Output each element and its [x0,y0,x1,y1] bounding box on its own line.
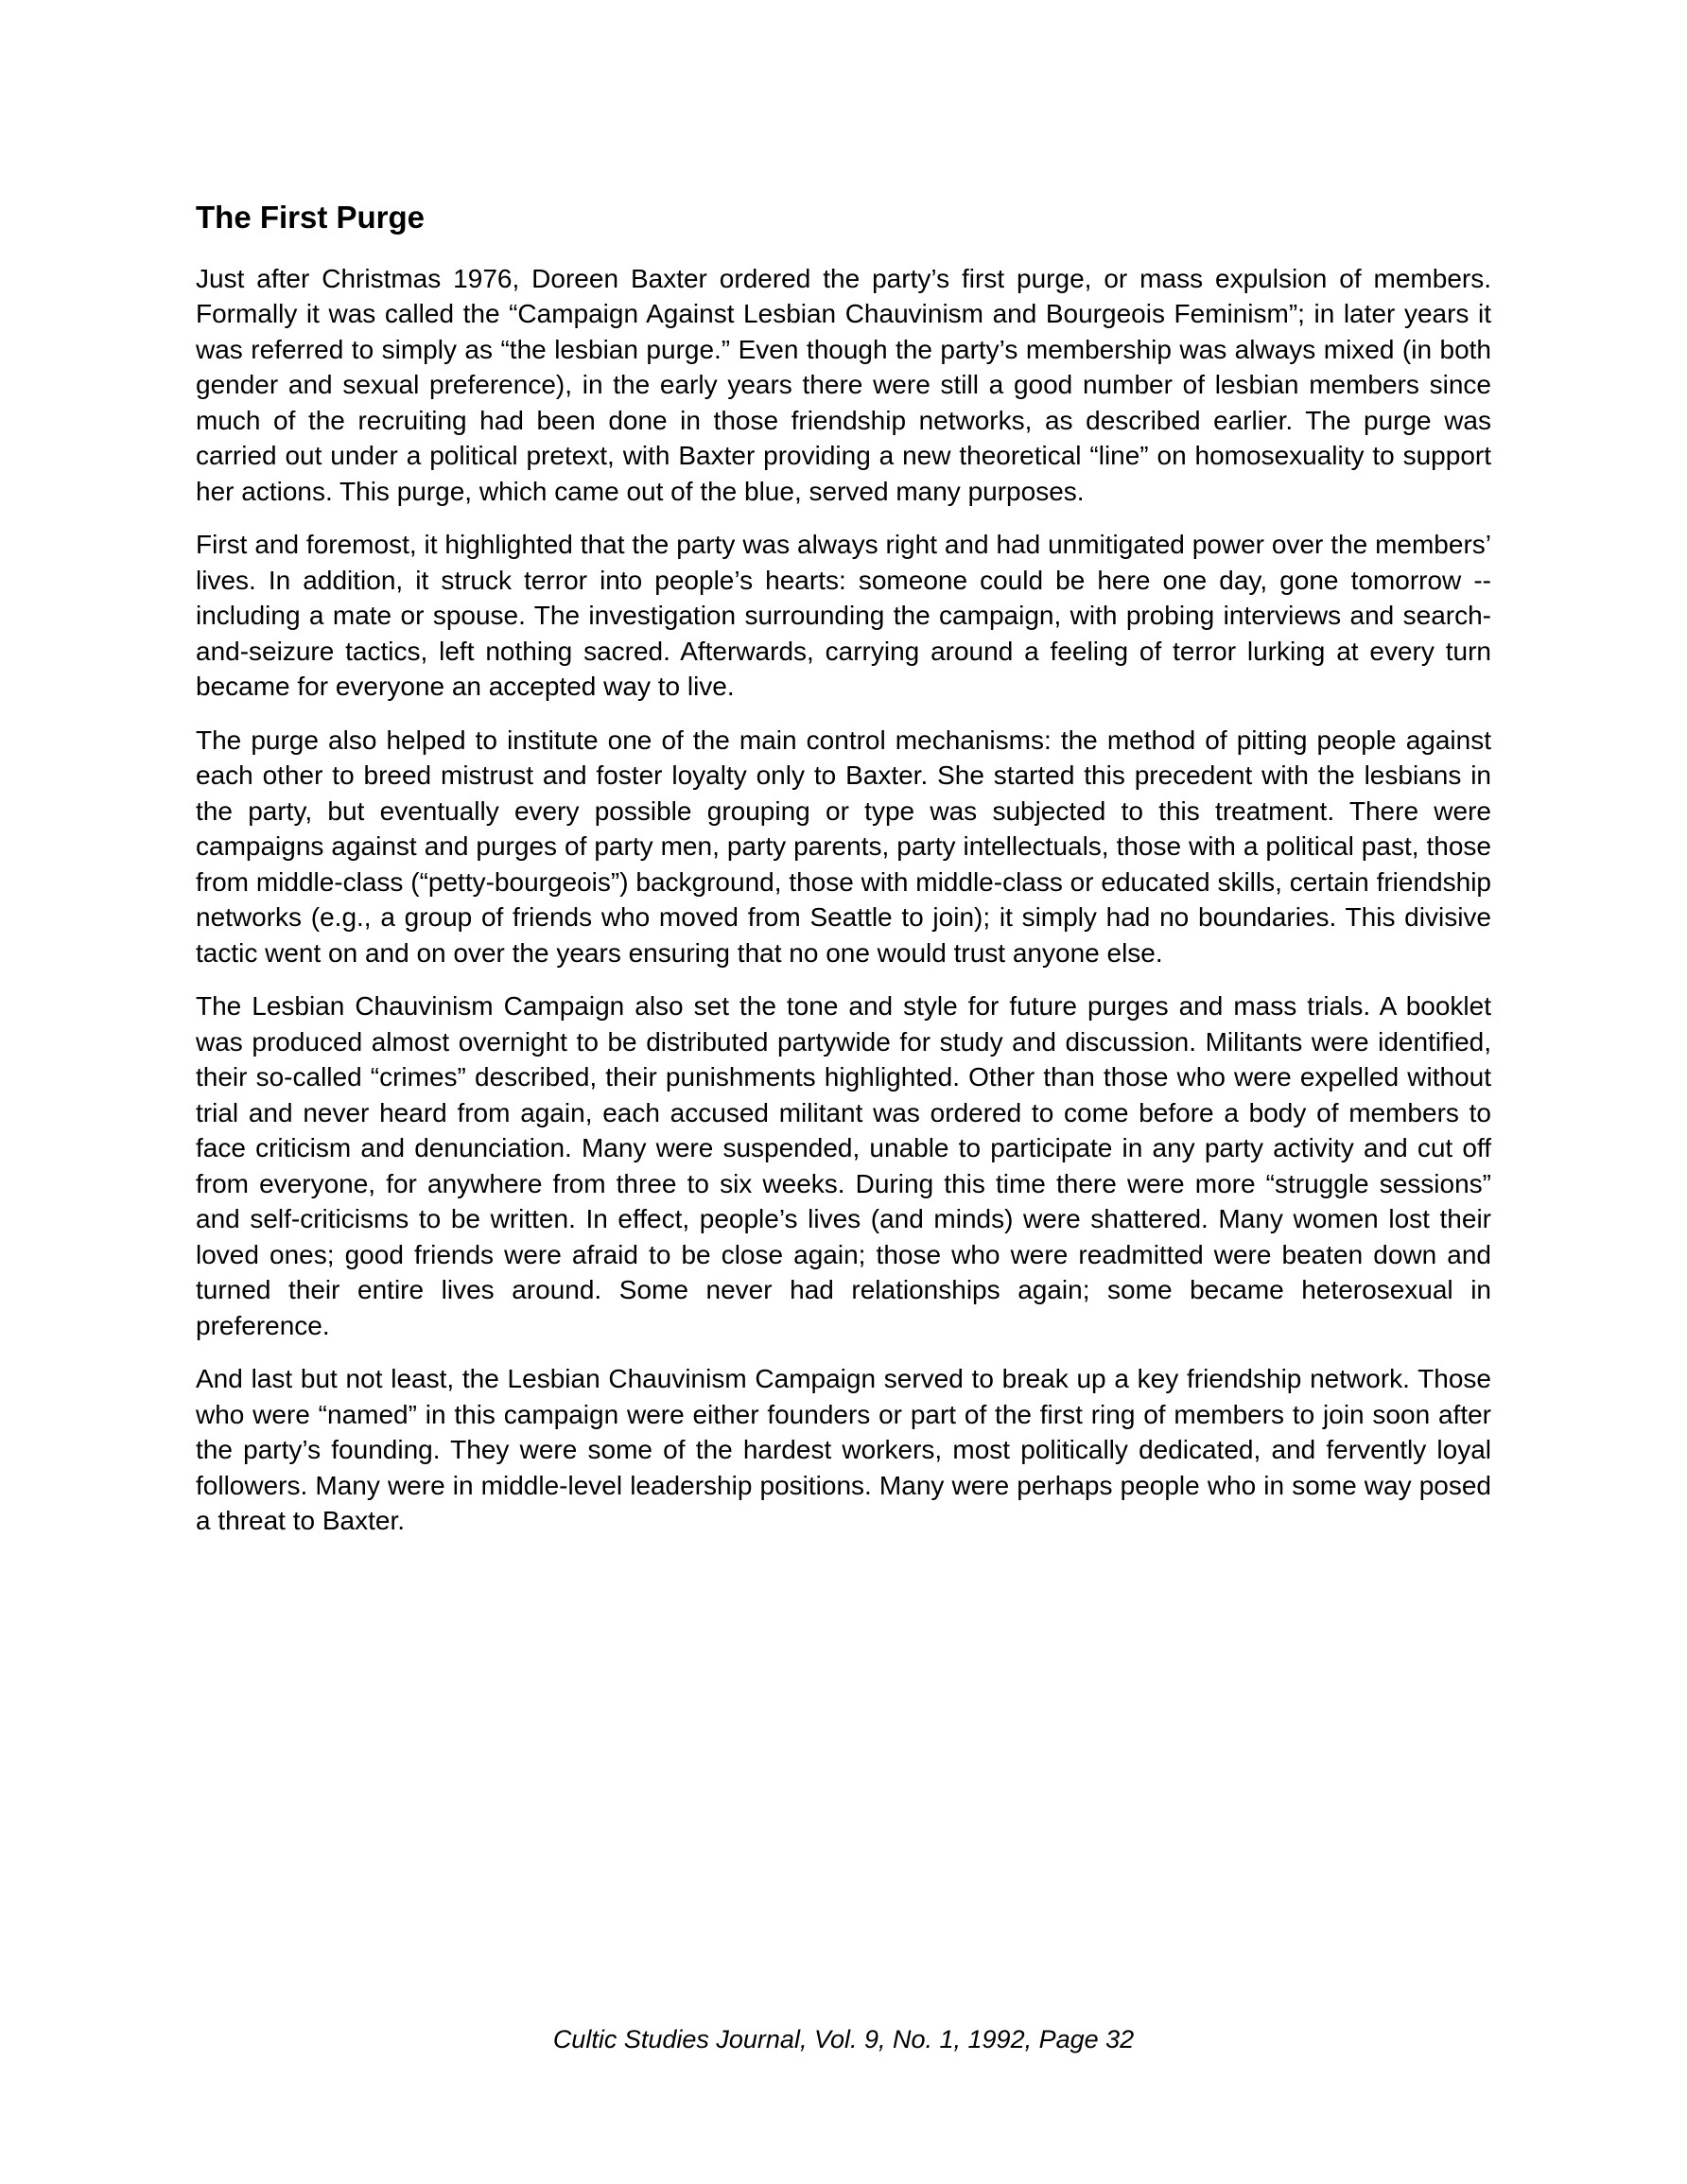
document-body [196,199,1491,1557]
paragraph: First and foremost, it highlighted that the party was always right and had unmitigated power over the members’ lives. In addition, it struck terror into people’s hearts: someone could be here one day, gone tomorrow -- including a mate or spouse. The investigation surrounding the campaign, with probing interviews and search-and-seizure tactics, left nothing sacred. Afterwards, carrying around a feeling of terror lurking at every turn became for everyone an accepted way to live. [196,530,1491,702]
page-footer: Cultic Studies Journal, Vol. 9, No. 1, 1992, Page 32 [552,2025,1135,2053]
page-title: The First Purge [196,200,426,235]
paragraph: The Lesbian Chauvinism Campaign also set the tone and style for future purges and mass trials. A booklet was produced almost overnight to be distributed partywide for study and discussion. Militants were identified, their so-called “crimes” described, their punishments highlighted. Other than those who were expelled without trial and never heard from again, each accused militant was ordered to come before a body of members to face criticism and denunciation. Many were suspended, unable to participate in any party activity and cut off from everyone, for anywhere from three to six weeks. During this time there were more “struggle sessions” and self-criticisms to be written. In effect, people’s lives (and minds) were shattered. Many women lost their loved ones; good friends were afraid to be close again; those who were readmitted were beaten down and turned their entire lives around. Some never had relationships again; some became heterosexual in preference. [196,991,1491,1340]
paragraph: The purge also helped to institute one of the main control mechanisms: the method of pitting people against each other to breed mistrust and foster loyalty only to Baxter. She started this precedent with the lesbians in the party, but eventually every possible grouping or type was subjected to this treatment. There were campaigns against and purges of party men, party parents, party intellectuals, those with a political past, those from middle-class (“petty-bourgeois”) background, those with middle-class or educated skills, certain friendship networks (e.g., a group of friends who moved from Seattle to join); it simply had no boundaries. This divisive tactic went on and on over the years ensuring that no one would trust anyone else. [196,725,1491,968]
paragraph: And last but not least, the Lesbian Chauvinism Campaign served to break up a key friendship network. Those who were “named” in this campaign were either founders or part of the first ring of members to join soon after the party’s founding. They were some of the hardest workers, most politically dedicated, and fervently loyal followers. Many were in middle-level leadership positions. Many were perhaps people who in some way posed a threat to Baxter. [196,1364,1491,1536]
paragraph: Just after Christmas 1976, Doreen Baxter ordered the party’s first purge, or mass expulsion of members. Formally it was called the “Campaign Against Lesbian Chauvinism and Bourgeois Feminism”; in later years it was referred to simply as “the lesbian purge.” Even though the party’s membership was always mixed (in both gender and sexual preference), in the early years there were still a good number of lesbian members since much of the recruiting had been done in those friendship networks, as described earlier. The purge was carried out under a political pretext, with Baxter providing a new theoretical “line” on homosexuality to support her actions. This purge, which came out of the blue, served many purposes. [196,263,1491,506]
